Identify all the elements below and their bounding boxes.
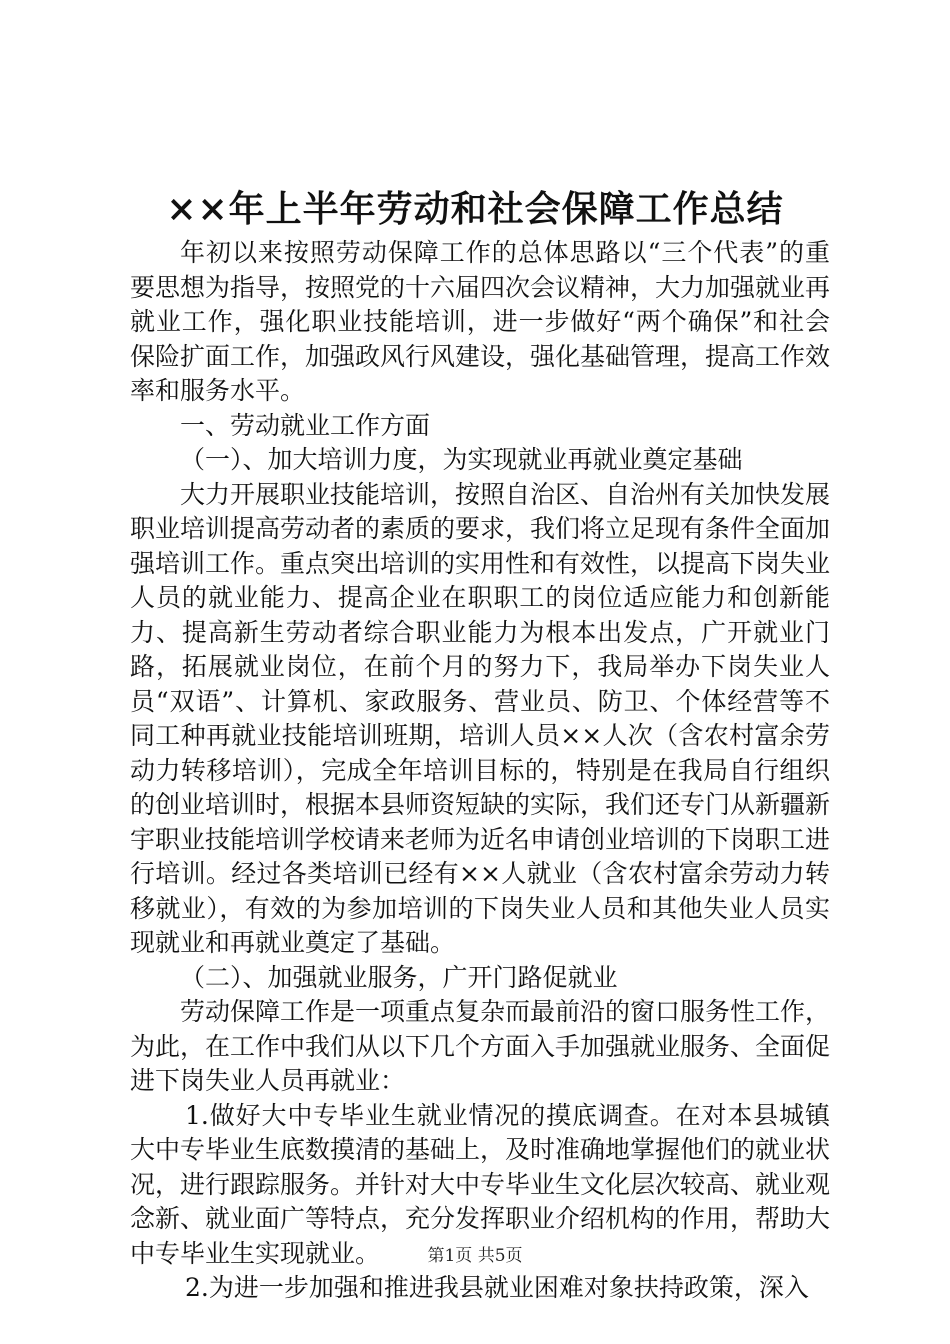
numbered-item-2: 2.为进一步加强和推进我县就业困难对象扶持政策，深入 bbox=[185, 1273, 809, 1302]
document-title: ××年上半年劳动和社会保障工作总结 bbox=[166, 188, 784, 230]
intro-paragraph: 年初以来按照劳动保障工作的总体思路以“三个代表”的重要思想为指导，按照党的十六届四次会议精神，大力加强就业再就业工作，强化职业技能培训，进一步做好“两个确保”和社会保险扩面工作，加强政风行风建设，强化基础管理，提高工作效率和服务水平。 bbox=[130, 238, 831, 405]
subsection-heading-service: （二）、加强就业服务，广开门路促就业 bbox=[180, 962, 618, 992]
numbered-item-1: 1.做好大中专毕业生就业情况的摸底调查。在对本县城镇大中专毕业生底数摸清的基础上，及时准确地掌握他们的就业状况，进行跟踪服务。并针对大中专毕业生文化层次较高、就业观念新、就业面广等特点，充分发挥职业介绍机构的作用，帮助大中专毕业生实现就业。 bbox=[130, 1100, 831, 1268]
subsection-heading-training: （一）、加大培训力度，为实现就业再就业奠定基础 bbox=[180, 445, 743, 474]
training-paragraph: 大力开展职业技能培训，按照自治区、自治州有关加快发展职业培训提高劳动者的素质的要求，我们将立足现有条件全面加强培训工作。重点突出培训的实用性和有效性，以提高下岗失业人员的就业能力、提高企业在职职工的岗位适应能力和创新能力、提高新生劳动者综合职业能力为根本出发点，广开就业门路，拓展就业岗位，在前个月的努力下，我局举办下岗失业人员“双语”、计算机、家政服务、营业员、防卫、个体经营等不同工种再就业技能培训班期，培训人员××人次（含农村富余劳动力转移培训），完成全年培训目标的，特别是在我局自行组织的创业培训时，根据本县师资短缺的实际，我们还专门从新疆新宇职业技能培训学校请来老师为近名申请创业培训的下岗职工进行培训。经过各类培训已经有××人就业（含农村富余劳动力转移就业），有效的为参加培训的下岗失业人员和其他失业人员实现就业和再就业奠定了基础。 bbox=[130, 479, 831, 957]
document-body bbox=[130, 236, 830, 1306]
section-heading-employment: 一、劳动就业工作方面 bbox=[180, 410, 431, 440]
service-paragraph: 劳动保障工作是一项重点复杂而最前沿的窗口服务性工作，为此，在工作中我们从以下几个方面入手加强就业服务、全面促进下岗失业人员再就业： bbox=[130, 997, 831, 1095]
page-footer: 第1页 共5页 bbox=[427, 1246, 523, 1266]
